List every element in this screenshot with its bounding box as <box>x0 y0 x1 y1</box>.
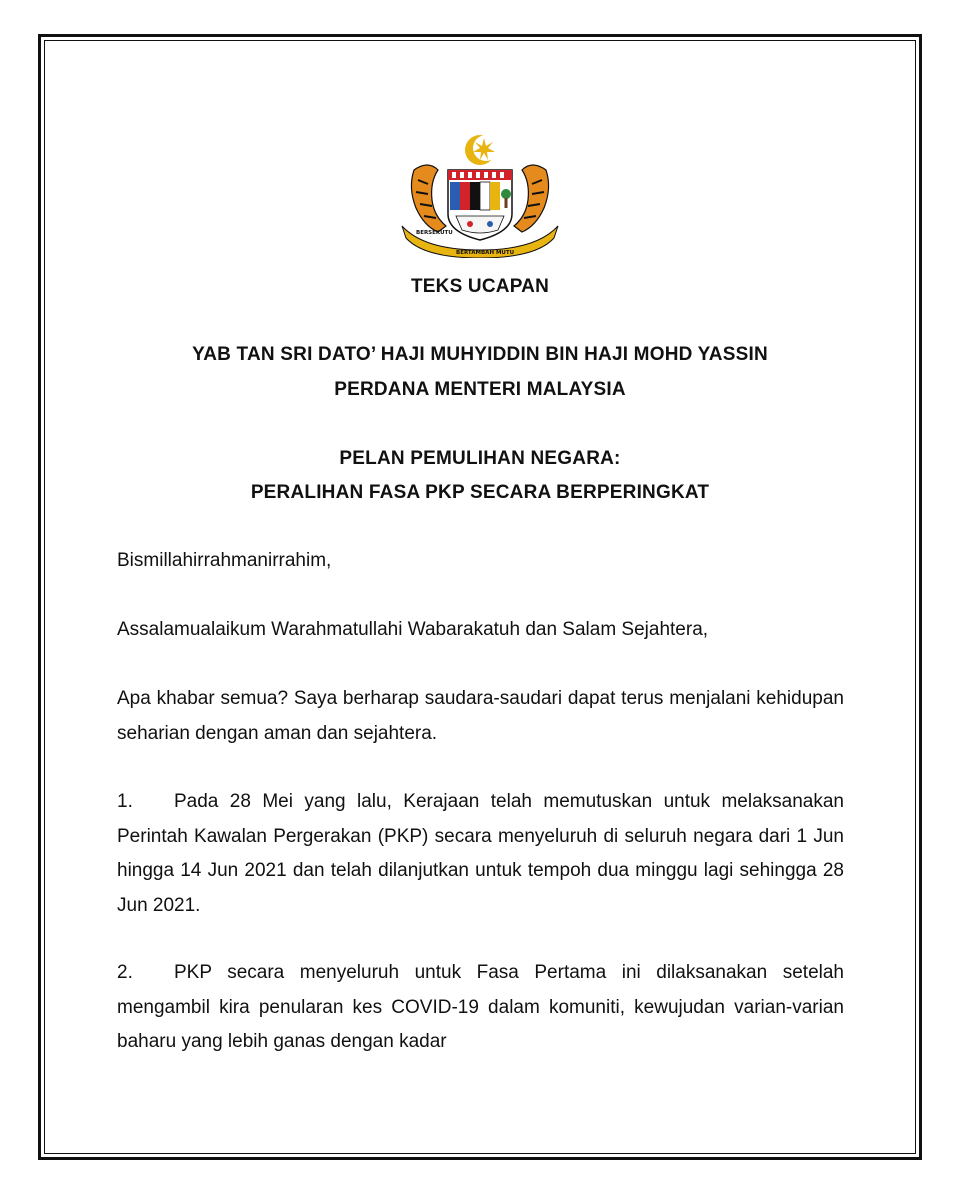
paragraph-2 <box>117 956 844 1060</box>
paragraph-number: 1. <box>117 791 133 812</box>
emblem-motto-left: BERSEKUTU <box>416 230 453 236</box>
document-type-label: TEKS UCAPAN <box>410 276 550 297</box>
speech-title-line2: PERALIHAN FASA PKP SECARA BERPERINGKAT <box>250 482 710 503</box>
paragraph-text: Pada 28 Mei yang lalu, Kerajaan telah memutuskan untuk melaksanakan Perintah Kawalan Pergerakan (PKP) secara menyeluruh di seluruh negara dari 1 Jun hingga 14 Jun 2021 dan telah dilanjutkan untuk tempoh dua minggu lagi sehingga 28 Jun 2021. <box>117 791 844 916</box>
paragraph-number: 2. <box>117 962 133 983</box>
opening-greeting-2: Assalamualaikum Warahmatullahi Wabarakatuh dan Salam Sejahtera, <box>117 619 709 640</box>
speaker-name: YAB TAN SRI DATO’ HAJI MUHYIDDIN BIN HAJI MOHD YASSIN <box>192 344 768 365</box>
paragraph-1 <box>117 785 844 923</box>
opening-greeting-1: Bismillahirrahmanirrahim, <box>117 550 332 571</box>
emblem-motto-right: BERTAMBAH MUTU <box>456 250 515 256</box>
malaysia-coat-of-arms-icon <box>394 130 566 258</box>
intro-paragraph: Apa khabar semua? Saya berharap saudara-saudari dapat terus menjalani kehidupan seharian dengan aman dan sejahtera. <box>117 688 844 744</box>
speaker-title: PERDANA MENTERI MALAYSIA <box>334 379 626 400</box>
speech-title-line1: PELAN PEMULIHAN NEGARA: <box>339 448 621 469</box>
paragraph-text: PKP secara menyeluruh untuk Fasa Pertama ini dilaksanakan setelah mengambil kira penularan kes COVID-19 dalam komuniti, kewujudan varian-varian baharu yang lebih ganas dengan kadar <box>117 962 844 1052</box>
